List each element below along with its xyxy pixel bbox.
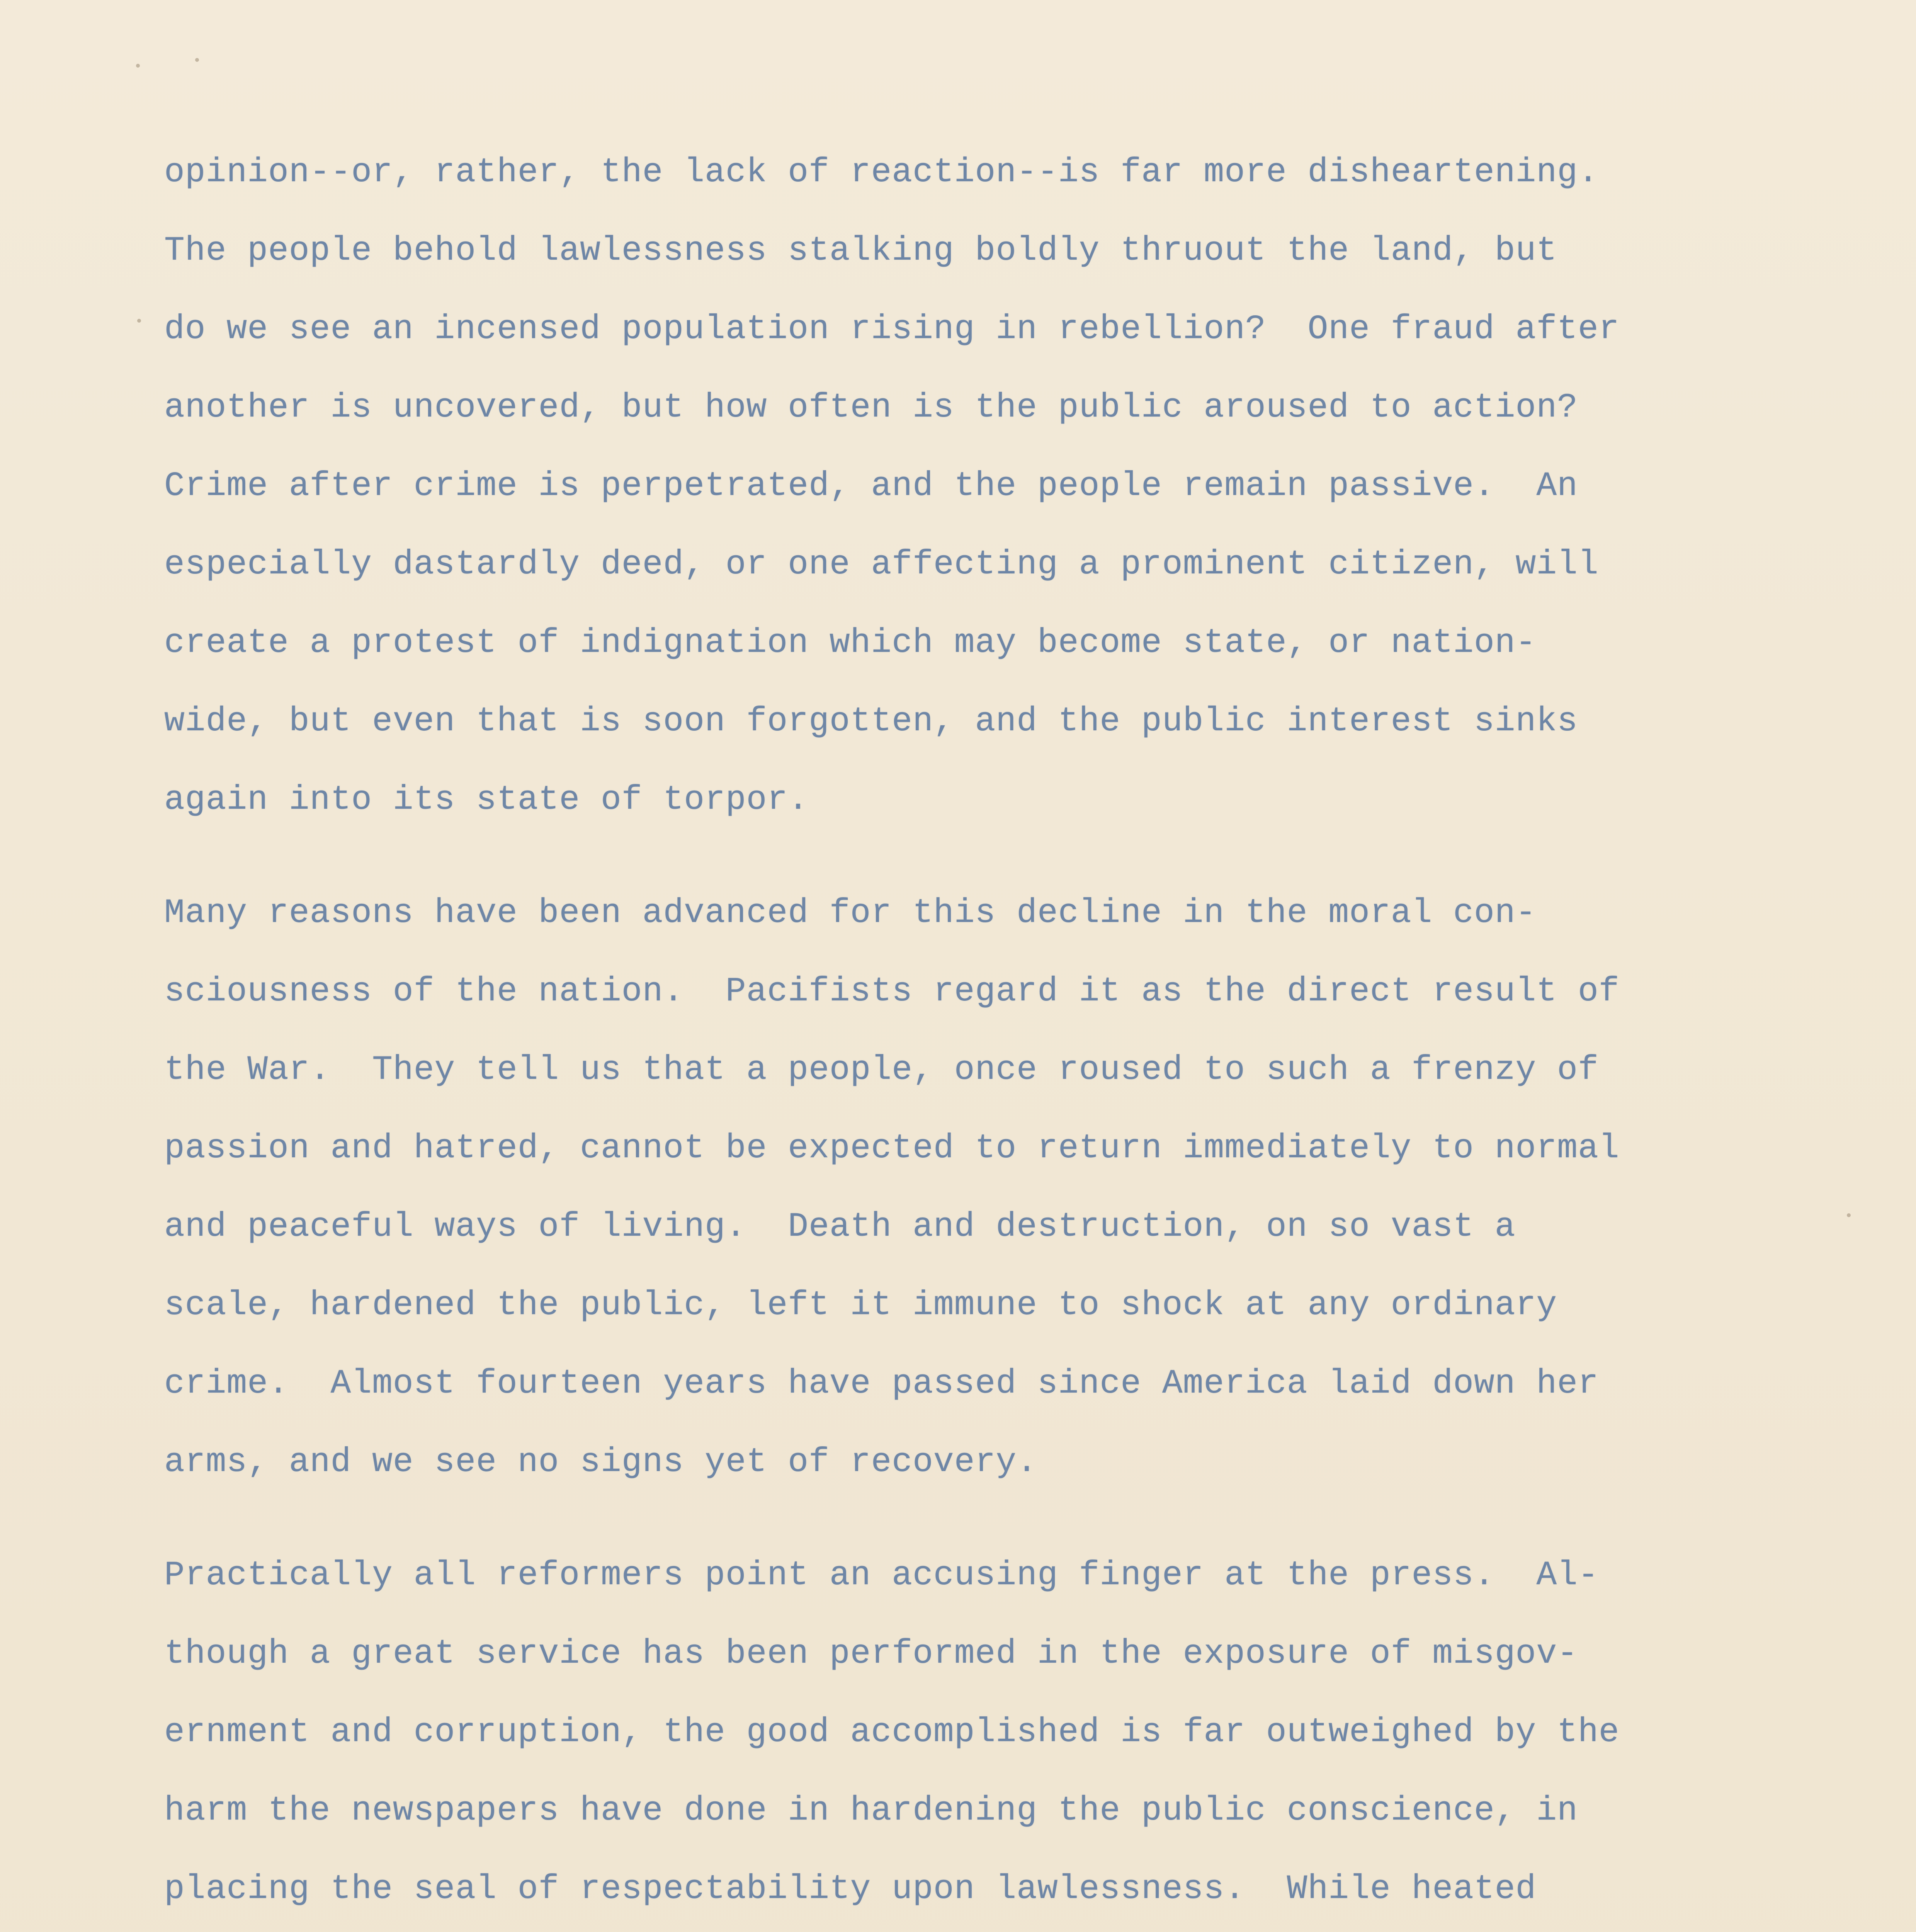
text-line: wide, but even that is soon forgotten, and the public interest sinks — [164, 702, 1578, 741]
text-line: again into its state of torpor. — [164, 781, 809, 819]
text-line: passion and hatred, cannot be expected to return immediately to normal — [164, 1129, 1620, 1168]
text-line: The people behold lawlessness stalking boldly thruout the land, but — [164, 232, 1557, 270]
text-line: Many reasons have been advanced for this decline in the moral con- — [164, 894, 1537, 932]
text-line: placing the seal of respectability upon lawlessness. While heated — [164, 1870, 1537, 1908]
text-line: create a protest of indignation which may become state, or nation- — [164, 624, 1537, 662]
text-line: sciousness of the nation. Pacifists regard it as the direct result of — [164, 973, 1620, 1011]
text-line: ernment and corruption, the good accomplished is far outweighed by the — [164, 1713, 1620, 1752]
paper-speck — [136, 64, 140, 68]
text-line: another is uncovered, but how often is the public aroused to action? — [164, 389, 1578, 427]
text-line: opinion--or, rather, the lack of reaction--is far more disheartening. — [164, 153, 1599, 192]
text-line: crime. Almost fourteen years have passed since America laid down her — [164, 1365, 1599, 1403]
paragraph-3 — [164, 1536, 1826, 1932]
paragraph-2 — [164, 874, 1826, 1502]
text-line: do we see an incensed population rising in rebellion? One fraud after — [164, 310, 1620, 349]
text-line: scale, hardened the public, left it immune to shock at any ordinary — [164, 1286, 1557, 1325]
text-line: Practically all reformers point an accusing finger at the press. Al- — [164, 1556, 1599, 1595]
text-line: harm the newspapers have done in hardening the public conscience, in — [164, 1792, 1578, 1830]
paper-speck — [195, 58, 199, 62]
paper-speck — [1847, 1213, 1851, 1217]
paper-speck — [137, 319, 141, 323]
text-line: especially dastardly deed, or one affecting a prominent citizen, will — [164, 546, 1599, 584]
text-line: arms, and we see no signs yet of recovery. — [164, 1443, 1037, 1481]
text-line: Crime after crime is perpetrated, and the people remain passive. An — [164, 467, 1578, 505]
paragraph-1 — [164, 133, 1826, 839]
body-text — [164, 133, 1826, 1932]
text-line: though a great service has been performed in the exposure of misgov- — [164, 1635, 1578, 1673]
text-line: and peaceful ways of living. Death and destruction, on so vast a — [164, 1208, 1516, 1246]
text-line — [164, 1929, 1826, 1932]
text-line: the War. They tell us that a people, once roused to such a frenzy of — [164, 1051, 1599, 1089]
